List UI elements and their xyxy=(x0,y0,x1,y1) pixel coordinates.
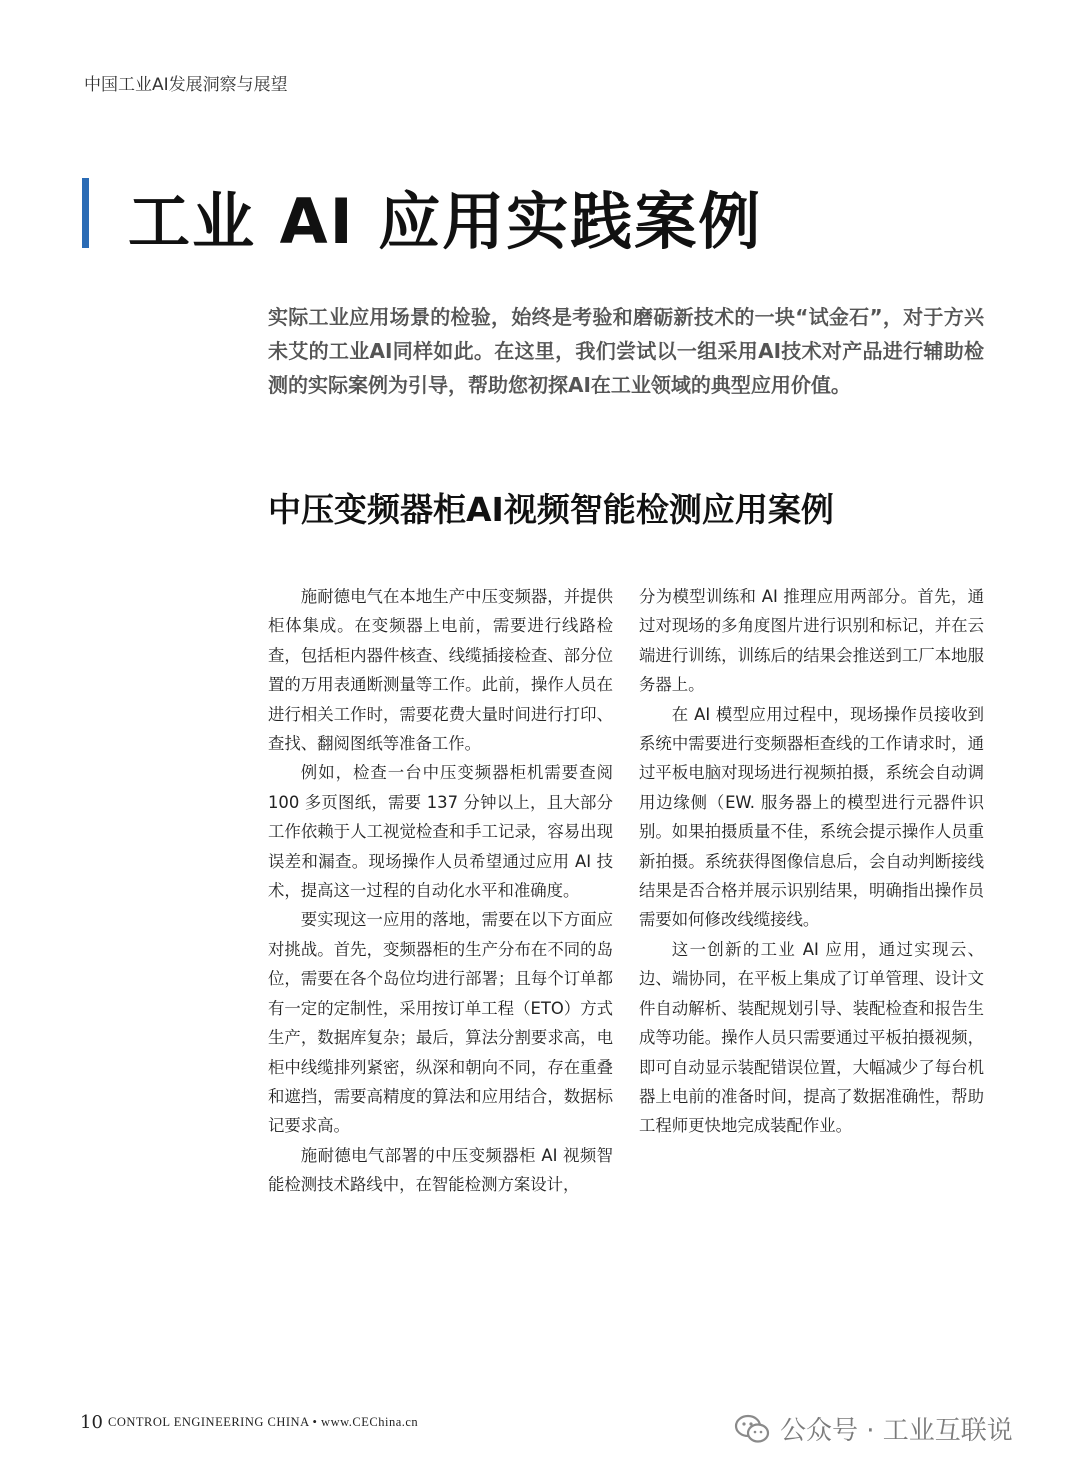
body-paragraph: 例如，检查一台中压变频器柜机需要查阅 100 多页图纸，需要 137 分钟以上，且大部分工作依赖于人工视觉检查和手工记录，容易出现误差和漏查。现场操作人员希望通过应用 AI 技术，提高这一过程的自动化水平和准确度。 xyxy=(268,763,613,901)
left-column xyxy=(268,582,613,1200)
right-column xyxy=(639,582,984,1141)
title-accent-bar xyxy=(82,178,89,248)
page-number: 10 xyxy=(80,1412,103,1433)
body-paragraph: 在 AI 模型应用过程中，现场操作员接收到系统中需要进行变频器柜查线的工作请求时，通过平板电脑对现场进行视频拍摄，系统会自动调用边缘侧（EW. 服务器上的模型进行元器件识别。如果拍摄质量不佳，系统会提示操作人员重新拍摄。系统获得图像信息后，会自动判断接线结果是否合格并展示识别结果，明确指出操作员需要如何修改线缆接线。 xyxy=(639,704,984,930)
body-paragraph-continued: 分为模型训练和 AI 推理应用两部分。首先，通过对现场的多角度图片进行识别和标记，并在云端进行训练，训练后的结果会推送到工厂本地服务器上。 xyxy=(639,587,984,695)
running-header: 中国工业AI发展洞察与展望 xyxy=(84,75,288,95)
page-title: 工业 AI 应用实践案例 xyxy=(128,185,763,258)
wechat-icon xyxy=(734,1414,770,1444)
body-paragraph: 这一创新的工业 AI 应用，通过实现云、边、端协同，在平板上集成了订单管理、设计文件自动解析、装配规划引导、装配检查和报告生成等功能。操作人员只需要通过平板拍摄视频，即可自动显示装配错误位置，大幅减少了每台机器上电前的准备时间，提高了数据准确性，帮助工程师更快地完成装配作业。 xyxy=(639,939,984,1136)
body-paragraph: 施耐德电气在本地生产中压变频器，并提供柜体集成。在变频器上电前，需要进行线路检查，包括柜内器件核查、线缆插接检查、部分位置的万用表通断测量等工作。此前，操作人员在进行相关工作时，需要花费大量时间进行打印、查找、翻阅图纸等准备工作。 xyxy=(268,587,613,754)
case-title: 中压变频器柜AI视频智能检测应用案例 xyxy=(268,490,834,529)
body-paragraph: 施耐德电气部署的中压变频器柜 AI 视频智能检测技术路线中，在智能检测方案设计， xyxy=(268,1145,613,1195)
intro-paragraph: 实际工业应用场景的检验，始终是考验和磨砺新技术的一块“试金石”，对于方兴未艾的工业AI同样如此。在这里，我们尝试以一组采用AI技术对产品进行辅助检测的实际案例为引导，帮助您初探AI在工业领域的典型应用价值。 xyxy=(268,305,984,397)
watermark xyxy=(734,1410,1013,1447)
footer-brand: CONTROL ENGINEERING CHINA • www.CEChina.cn xyxy=(108,1415,419,1429)
watermark-text: 公众号 · 工业互联说 xyxy=(780,1416,1013,1446)
body-paragraph: 要实现这一应用的落地，需要在以下方面应对挑战。首先，变频器柜的生产分布在不同的岛位，需要在各个岛位均进行部署；且每个订单都有一定的定制性，采用按订单工程（ETO）方式生产，数据库复杂；最后，算法分割要求高，电柜中线缆排列紧密，纵深和朝向不同，存在重叠和遮挡，需要高精度的算法和应用结合，数据标记要求高。 xyxy=(268,910,613,1136)
